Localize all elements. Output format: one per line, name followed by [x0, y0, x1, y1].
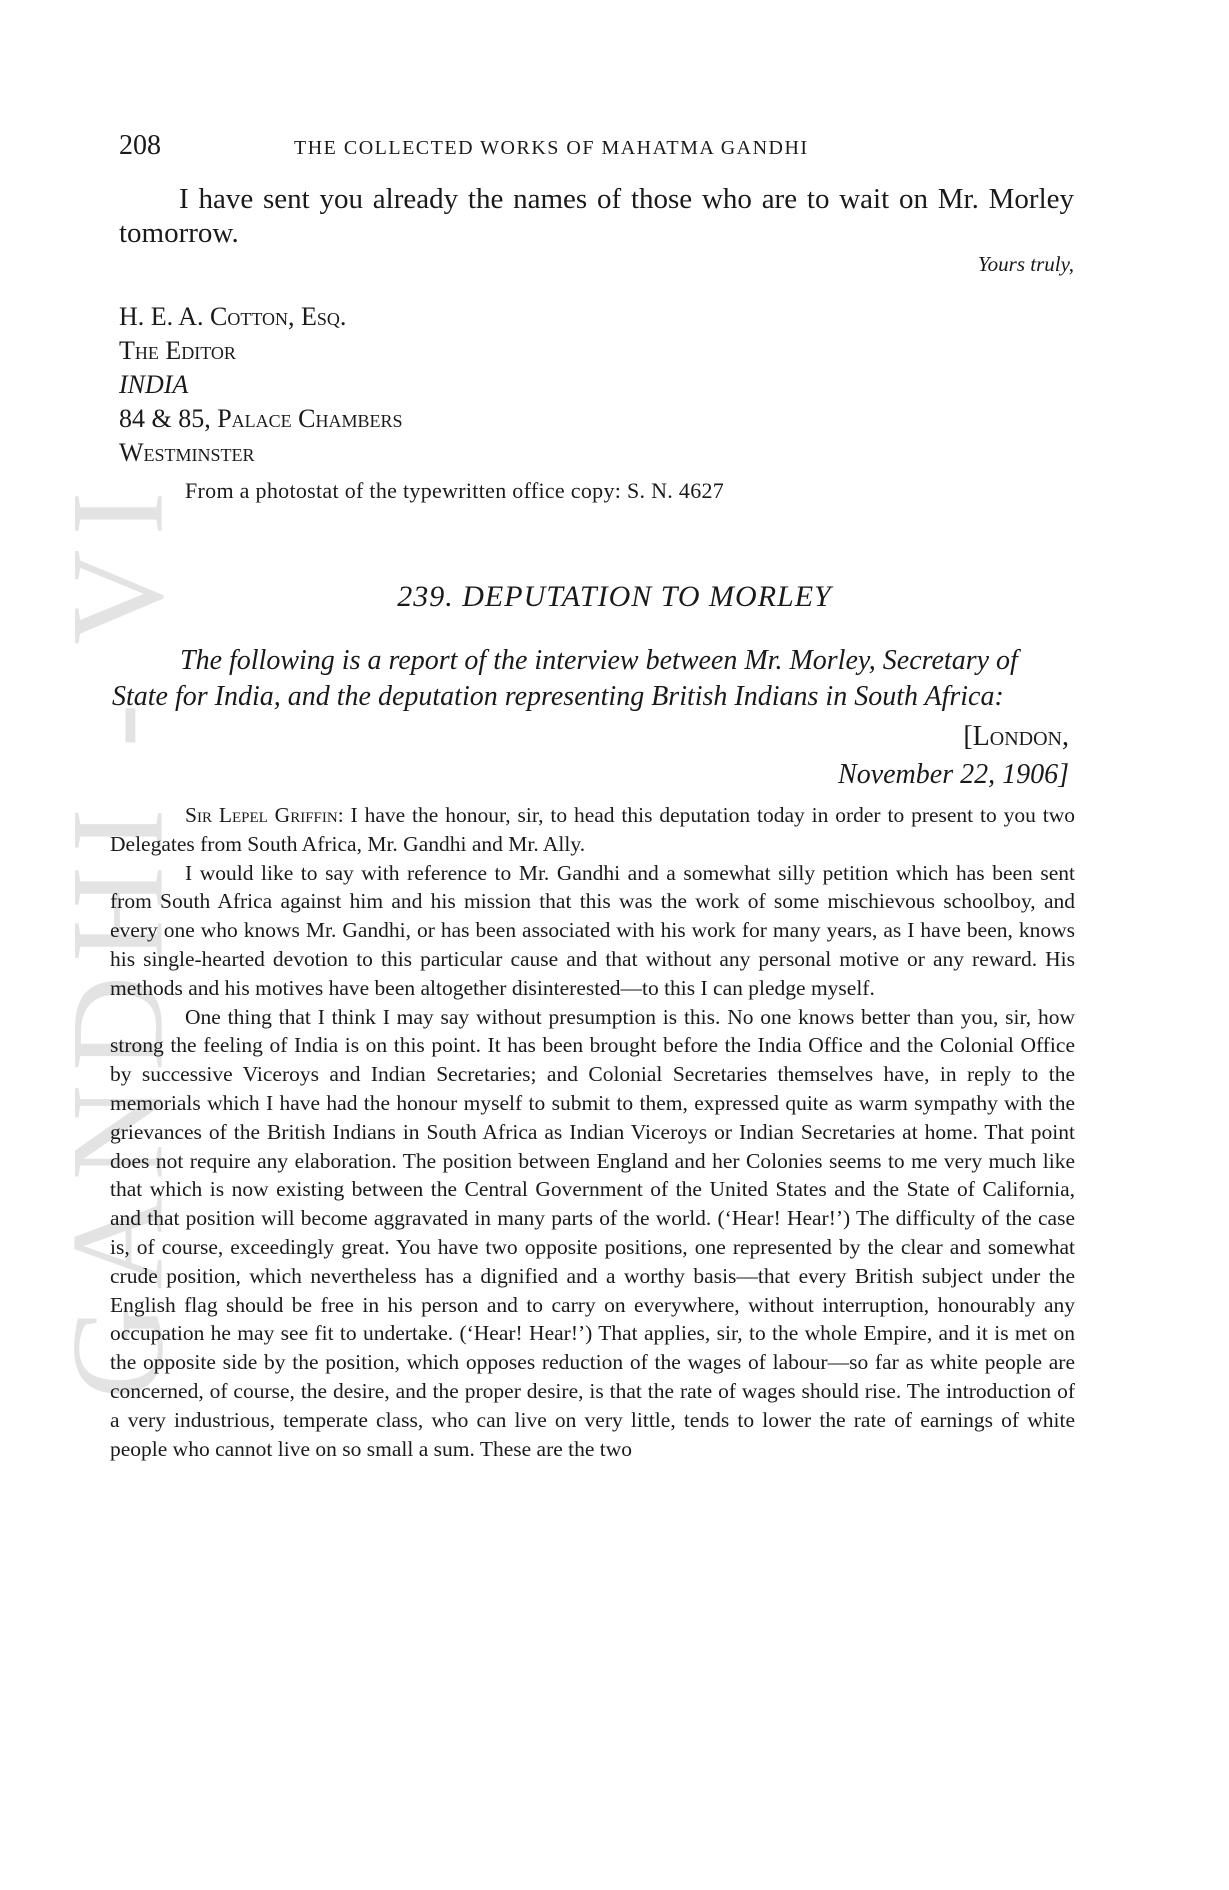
recipient-address	[119, 300, 403, 470]
intro-line-2: State for India, and the deputation representing British Indians in South Africa:	[112, 681, 1004, 712]
recipient-publication: INDIA	[119, 370, 189, 399]
recipient-city: Westminster	[119, 438, 255, 467]
intro-line-1: The following is a report of the interview between Mr. Morley, Secretary of	[180, 645, 1018, 676]
article-intro	[112, 643, 1078, 715]
page-number: 208	[119, 130, 161, 161]
recipient-name: H. E. A. Cotton, Esq.	[119, 302, 347, 331]
recipient-title: The Editor	[119, 336, 236, 365]
body-paragraph: One thing that I think I may say without presumption is this. No one knows better than you, sir, how strong the feeling of India is on this point. It has been brought before the India Office and the Colonial Office by successive Viceroys and Indian Secretaries; and Colonial Secretaries themselves have, in reply to the memorials which I have had the honour myself to submit to them, expressed quite as warm sympathy with the grievances of the British Indians in South Africa as Indian Viceroys or Indian Secretaries at home. That point does not require any elaboration. The position between England and her Colonies seems to me very much like that which is now existing between the Central Government of the United States and the State of California, and that position will become aggravated in many parts of the world. (‘Hear! Hear!’) The difficulty of the case is, of course, exceedingly great. You have two opposite positions, one represented by the clear and somewhat crude position, which nevertheless has a dignified and a worthy basis—that every British subject under the English flag should be free in his person and to carry on everywhere, without interruption, honourably any occupation he may see fit to undertake. (‘Hear! Hear!’) That applies, sir, to the whole Empire, and it is met on the opposite side by the position, which opposes reduction of the wages of labour—so far as white people are concerned, of course, the desire, and the proper desire, is that the rate of wages should rise. The introduction of a very industrious, temperate class, who can live on very little, tends to lower the rate of earnings of white people who cannot live on so small a sum. These are the two	[110, 1004, 1075, 1461]
recipient-street: 84 & 85, Palace Chambers	[119, 404, 403, 433]
dateline-date: November 22, 1906]	[838, 759, 1069, 790]
speaker-name: Sir Lepel Griffin:	[185, 803, 344, 827]
body-paragraph	[110, 801, 1075, 859]
paragraph-text: I have the honour, sir, to head this deputation today in order to present to you two Delegates from South Africa, Mr. Gandhi and Mr. Ally.	[110, 803, 1075, 856]
running-head	[119, 130, 1079, 162]
letter-sign-off: Yours truly,	[977, 252, 1074, 276]
dateline	[669, 718, 1069, 794]
article-body	[110, 801, 1075, 1463]
scan-watermark: GANDHI - VI	[43, 477, 191, 1399]
dateline-place: [London,	[963, 721, 1069, 752]
article-heading: 239. DEPUTATION TO MORLEY	[397, 580, 832, 613]
source-note: From a photostat of the typewritten office copy: S. N. 4627	[185, 478, 725, 503]
letter-closing-paragraph: I have sent you already the names of those who are to wait on Mr. Morley tomorrow.	[119, 183, 1074, 249]
body-paragraph: I would like to say with reference to Mr. Gandhi and a somewhat silly petition which has been sent from South Africa against him and his mission that this was the work of some mischievous schoolboy, and every one who knows Mr. Gandhi, or has been associated with his work for many years, as I have been, knows his single-hearted devotion to this particular cause and that without any personal motive or any reward. His methods and his motives have been altogether disinterested—to this I can pledge myself.	[110, 860, 1075, 1000]
running-title: THE COLLECTED WORKS OF MAHATMA GANDHI	[294, 137, 809, 159]
